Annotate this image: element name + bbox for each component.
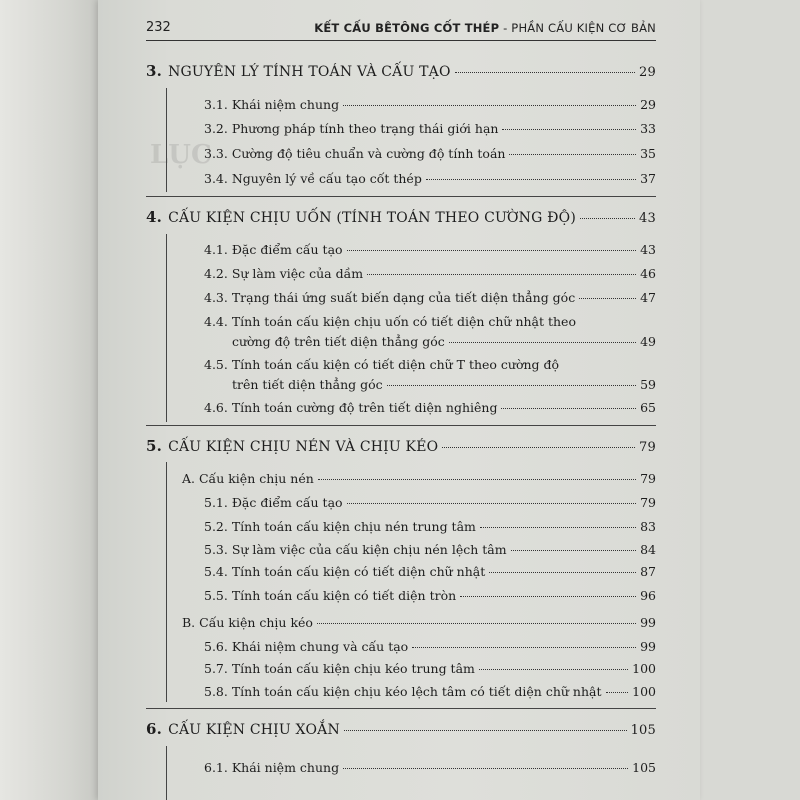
toc-entry-5-5[interactable]: 5.5. Tính toán cấu kiện có tiết diện tròn 96 (204, 588, 656, 603)
book-gutter (0, 0, 98, 800)
toc-entry-4-4-cont[interactable]: cường độ trên tiết diện thẳng góc 49 (232, 334, 656, 349)
chapter-number: 3. (146, 62, 163, 80)
section-bracket (166, 462, 167, 702)
toc-entry-5-6[interactable]: 5.6. Khái niệm chung và cấu tạo 99 (204, 639, 656, 654)
toc-entry-4-5[interactable]: 4.5. Tính toán cấu kiện có tiết diện chữ T theo cường độ (204, 357, 560, 372)
toc-group-b[interactable]: B. Cấu kiện chịu kéo 99 (182, 615, 656, 630)
running-title-sub: - PHẦN CẤU KIỆN CƠ BẢN (499, 21, 656, 35)
toc-chapter-3[interactable] (146, 62, 656, 80)
toc-entry-5-1[interactable]: 5.1. Đặc điểm cấu tạo 79 (204, 495, 656, 510)
page-number: 232 (146, 20, 171, 35)
toc-entry-5-4[interactable]: 5.4. Tính toán cấu kiện có tiết diện chữ nhật 87 (204, 564, 656, 579)
section-bracket (166, 234, 167, 422)
toc-entry-4-6[interactable]: 4.6. Tính toán cường độ trên tiết diện nghiêng 65 (204, 400, 656, 415)
running-title (314, 21, 656, 35)
toc-chapter-5[interactable] (146, 437, 656, 455)
toc-entry-3-3[interactable]: 3.3. Cường độ tiêu chuẩn và cường độ tính toán 35 (204, 146, 656, 161)
page-ref: 105 (630, 723, 656, 738)
toc-entry-6-1[interactable]: 6.1. Khái niệm chung 105 (204, 760, 656, 775)
toc-entry-3-1[interactable]: 3.1. Khái niệm chung 29 (204, 97, 656, 112)
toc-entry-4-3[interactable]: 4.3. Trạng thái ứng suất biến dạng của tiết diện thẳng góc 47 (204, 290, 656, 305)
section-divider (146, 425, 656, 426)
leader-dots (442, 447, 635, 448)
chapter-title: CẤU KIỆN CHỊU NÉN VÀ CHỊU KÉO (168, 439, 439, 455)
leader-dots (344, 730, 627, 731)
toc-entry-4-5-cont[interactable]: trên tiết diện thẳng góc 59 (232, 377, 656, 392)
toc-entry-4-2[interactable]: 4.2. Sự làm việc của dầm 46 (204, 266, 656, 281)
chapter-number: 4. (146, 208, 163, 226)
section-bracket (166, 746, 167, 800)
toc-entry-4-1[interactable]: 4.1. Đặc điểm cấu tạo 43 (204, 242, 656, 257)
page-ref: 43 (639, 211, 656, 226)
page-ref: 29 (639, 65, 656, 80)
toc-chapter-6[interactable] (146, 720, 656, 738)
toc-entry-5-7[interactable]: 5.7. Tính toán cấu kiện chịu kéo trung tâm 100 (204, 661, 656, 676)
section-bracket (166, 88, 167, 192)
toc-entry-5-8[interactable]: 5.8. Tính toán cấu kiện chịu kéo lệch tâm có tiết diện chữ nhật 100 (204, 684, 656, 699)
leader-dots (580, 218, 635, 219)
chapter-title: CẤU KIỆN CHỊU UỐN (TÍNH TOÁN THEO CƯỜNG ĐỘ) (168, 210, 576, 226)
toc-entry-5-3[interactable]: 5.3. Sự làm việc của cấu kiện chịu nén lệch tâm 84 (204, 542, 656, 557)
toc-entry-3-4[interactable]: 3.4. Nguyên lý về cấu tạo cốt thép 37 (204, 171, 656, 186)
toc-group-a[interactable]: A. Cấu kiện chịu nén 79 (182, 471, 656, 486)
page-header (146, 18, 656, 41)
toc-entry-5-2[interactable]: 5.2. Tính toán cấu kiện chịu nén trung tâm 83 (204, 519, 656, 534)
running-title-main: KẾT CẤU BÊTÔNG CỐT THÉP (314, 21, 500, 35)
chapter-number: 6. (146, 720, 163, 738)
chapter-title: CẤU KIỆN CHỊU XOẮN (168, 722, 340, 738)
leader-dots (455, 72, 635, 73)
toc-entry-3-2[interactable]: 3.2. Phương pháp tính theo trạng thái giới hạn 33 (204, 121, 656, 136)
toc-entry-4-4[interactable]: 4.4. Tính toán cấu kiện chịu uốn có tiết diện chữ nhật theo (204, 314, 576, 329)
page-ref: 79 (639, 440, 656, 455)
chapter-title: NGUYÊN LÝ TÍNH TOÁN VÀ CẤU TẠO (168, 64, 451, 80)
section-divider (146, 196, 656, 197)
section-divider (146, 708, 656, 709)
chapter-number: 5. (146, 437, 163, 455)
toc-chapter-4[interactable] (146, 208, 656, 226)
